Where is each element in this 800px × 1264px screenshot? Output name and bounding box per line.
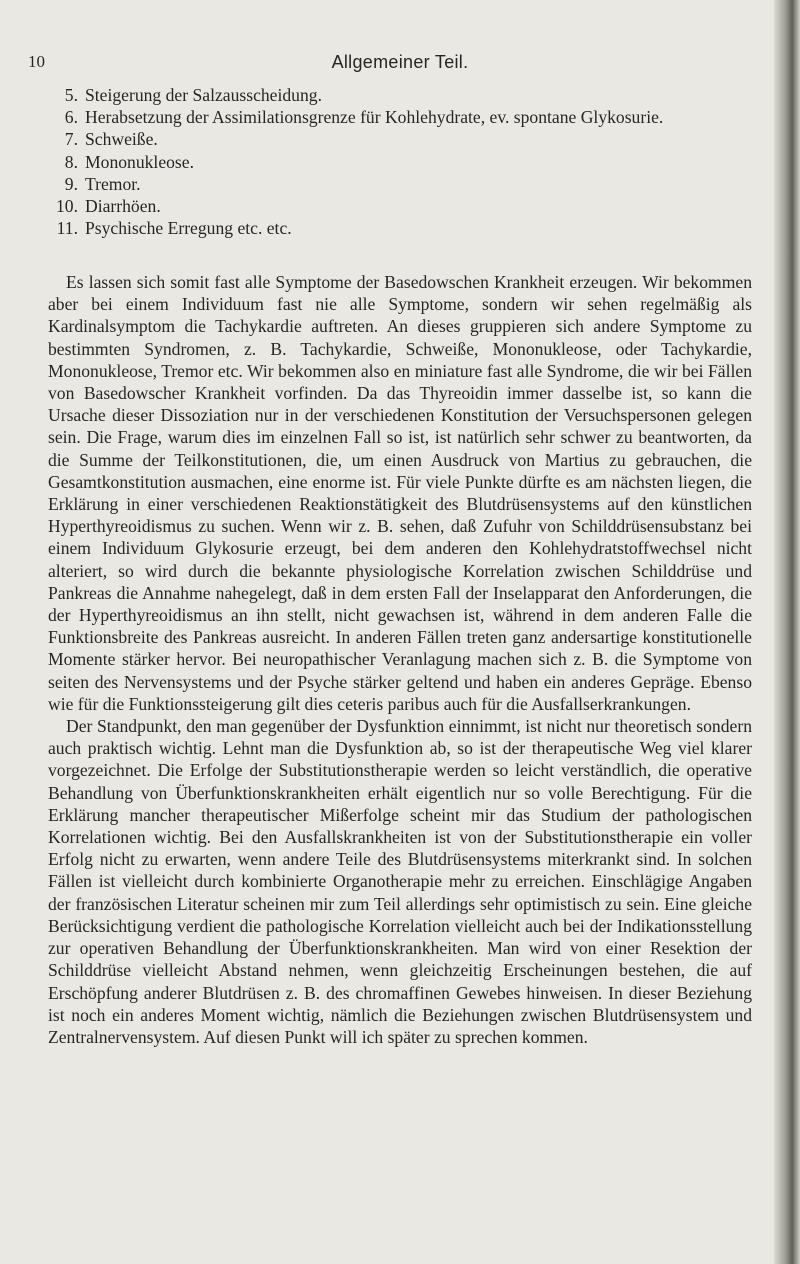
list-item [48,217,753,239]
paragraph: Es lassen sich somit fast alle Symptome der Basedowschen Krankheit erzeugen. Wir bekommen aber bei einem Individuum fast nie alle Symptome, sondern wir sehen regelmäßig als Kardinalsymptom die Tachykardie auftreten. An dieses gruppieren sich andere Symptome zu bestimmten Syndromen, z. B. Tachykardie, Schweiße, Mononukleose, oder Tachykardie, Mononukleose, Tremor etc. Wir bekommen also en miniature fast alle Syndrome, die wir bei Fällen von Basedowscher Krankheit vorfinden. Da das Thyreoidin immer dasselbe ist, so kann die Ursache dieser Dissoziation nur in der verschiedenen Konstitution der Versuchspersonen gelegen sein. Die Frage, warum dies im einzelnen Fall so ist, ist natürlich sehr schwer zu beantworten, da die Summe der Teilkonstitutionen, die, um einen Ausdruck von Martius zu gebrauchen, die Gesamtkonstitution ausmachen, eine enorme ist. Für viele Punkte dürfte es am nächsten liegen, die Erklärung in einer verschiedenen Reaktionstätigkeit des Blutdrüsensystems auf den künstlichen Hyperthyreoidismus zu suchen. Wenn wir z. B. sehen, daß Zufuhr von Schilddrüsensubstanz bei einem Individuum Glykosurie erzeugt, bei dem anderen den Kohlehydratstoffwechsel nicht alteriert, so wird durch die bekannte physiologische Korrelation zwischen Schilddrüse und Pankreas die Annahme nahegelegt, daß in dem ersten Fall der Inselapparat den Anforderungen, die der Hyperthyreoidismus an ihn stellt, nicht gewachsen ist, während in dem anderen Falle die Funktionsbreite des Pankreas ausreicht. In anderen Fällen treten ganz andersartige konstitutionelle Momente stärker hervor. Bei neuropathischer Veranlagung machen sich z. B. die Symptome von seiten des Nervensystems und der Psyche stärker geltend und haben ein anderes Gepräge. Ebenso wie für die Funktionssteigerung gilt dies ceteris paribus auch für die Ausfallserkrankungen. [48,272,752,714]
list-item-text: Diarrhöen. [85,196,161,217]
body-text [48,271,752,1048]
list-item [48,173,753,195]
list-item-text: Psychische Erregung etc. etc. [85,218,292,239]
paragraph: Der Standpunkt, den man gegenüber der Dysfunktion einnimmt, ist nicht nur theoretisch sondern auch praktisch wichtig. Lehnt man die Dysfunktion ab, so ist der therapeutische Weg viel klarer vorgezeichnet. Die Erfolge der Substitutionstherapie werden so leicht verständlich, die operative Behandlung von Überfunktionskrankheiten erhält eigentlich nur so volle Berechtigung. Für die Erklärung mancher therapeutischer Mißerfolge scheint mir das Studium der pathologischen Korrelationen wichtig. Bei den Ausfallskrankheiten ist von der Substitutionstherapie ein voller Erfolg nicht zu erwarten, wenn andere Teile des Blutdrüsensystems miterkrankt sind. In solchen Fällen ist vielleicht durch kombinierte Organotherapie mehr zu erreichen. Einschlägige Angaben der französischen Literatur scheinen mir zum Teil allerdings sehr optimistisch zu sein. Eine gleiche Berücksichtigung verdient die pathologische Korrelation vielleicht auch bei der Indikationsstellung zur operativen Behandlung der Überfunktionskrankheiten. Man wird von einer Resektion der Schilddrüse vielleicht Abstand nehmen, wenn gleichzeitig Erscheinungen bestehen, die auf Erschöpfung anderer Blutdrüsen z. B. des chromaffinen Gewebes hinweisen. In dieser Beziehung ist noch ein anderes Moment wichtig, nämlich die Beziehungen zwischen Blutdrüsensystem und Zentralnervensystem. Auf diesen Punkt will ich später zu sprechen kommen. [48,716,752,1047]
list-item [48,195,753,217]
list-item [48,84,753,106]
list-item-number: 10. [56,196,78,217]
list-item-text: Schweiße. [85,129,158,150]
list-item-number: 11. [56,218,78,239]
symptom-list [48,84,753,239]
running-head: Allgemeiner Teil. [331,52,469,72]
list-item-number: 9. [64,173,78,194]
list-item-number: 8. [64,151,78,172]
list-item-number: 5. [64,85,78,105]
list-item-text: Steigerung der Salzausscheidung. [85,85,322,105]
list-item-number: 6. [64,107,78,128]
list-item [48,151,753,173]
list-item-text: Herabsetzung der Assimilationsgrenze für Kohlehydrate, ev. spontane Glykosurie. [85,107,664,128]
list-item-number: 7. [64,129,78,150]
list-item [48,106,753,128]
page-number: 10 [28,52,45,71]
list-item [48,128,753,150]
list-item-text: Mononukleose. [85,151,194,172]
book-page-edge [774,0,800,1264]
list-item-text: Tremor. [85,173,141,194]
